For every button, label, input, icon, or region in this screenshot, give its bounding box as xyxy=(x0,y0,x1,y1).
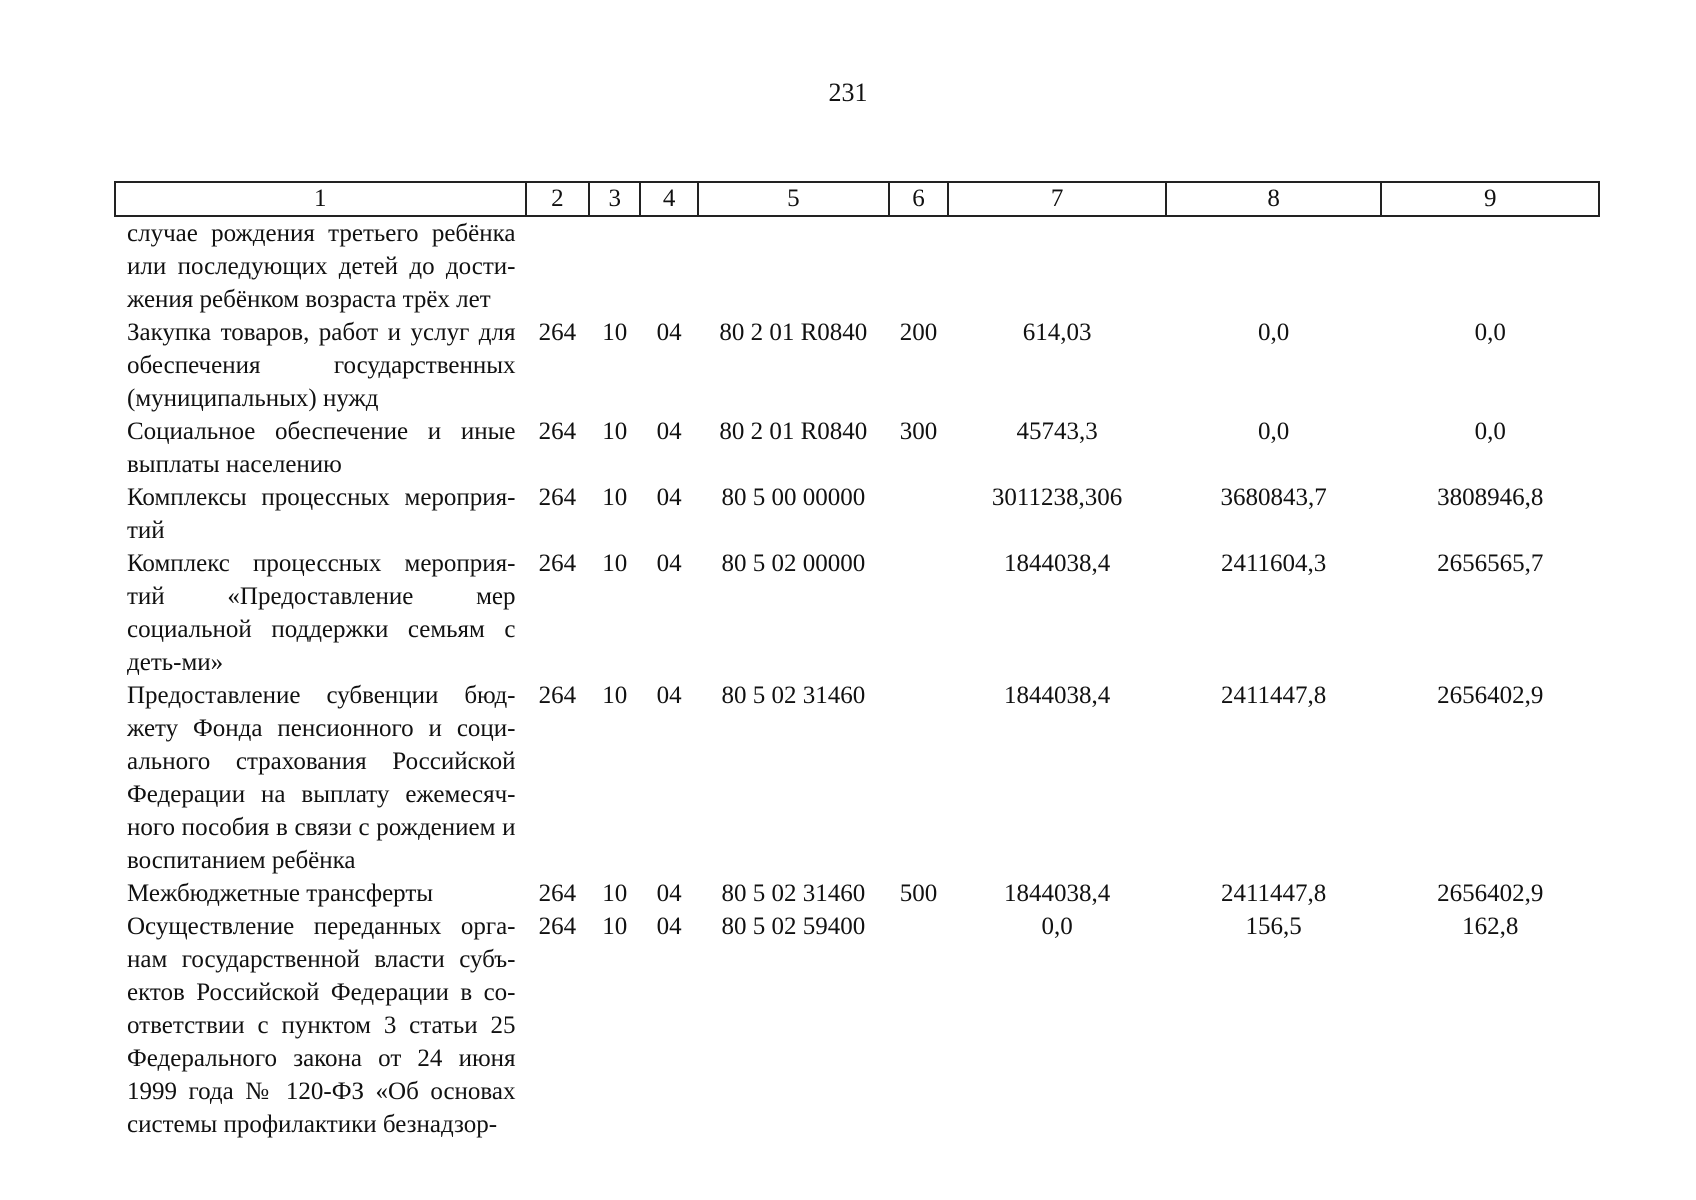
table-row xyxy=(115,910,1599,1141)
cell-subsection: 04 xyxy=(656,682,682,709)
cell-section: 10 xyxy=(602,484,628,511)
cell-subsection: 04 xyxy=(656,880,682,907)
cell-expense-type xyxy=(889,481,949,547)
column-header: 5 xyxy=(698,182,889,216)
cell-ministry: 264 xyxy=(538,550,577,577)
row-name: случае рождения третьего ребёнка или последующих детей до дости-жения ребёнком возраста трёх лет xyxy=(127,220,516,313)
cell-expense-type: 200 xyxy=(899,319,938,346)
cell-amount-3: 2656402,9 xyxy=(1437,880,1544,907)
cell-target-article: 80 5 00 00000 xyxy=(721,484,866,511)
table-row xyxy=(115,481,1599,547)
column-header: 2 xyxy=(526,182,590,216)
cell-expense-type xyxy=(889,216,949,316)
cell-subsection xyxy=(640,216,697,316)
cell-amount-2: 0,0 xyxy=(1257,319,1290,346)
cell-amount-2 xyxy=(1166,216,1382,316)
row-name: Социальное обеспечение и иные выплаты населению xyxy=(127,418,516,478)
cell-ministry: 264 xyxy=(538,682,577,709)
cell-subsection: 04 xyxy=(656,913,682,940)
cell-expense-type: 300 xyxy=(899,418,938,445)
cell-ministry: 264 xyxy=(538,484,577,511)
column-header: 6 xyxy=(889,182,949,216)
cell-subsection: 04 xyxy=(656,550,682,577)
row-name: Комплексы процессных мероприя-тий xyxy=(127,484,516,544)
cell-target-article: 80 2 01 R0840 xyxy=(719,319,868,346)
column-header: 3 xyxy=(589,182,640,216)
cell-amount-2: 2411604,3 xyxy=(1220,550,1327,577)
column-header: 7 xyxy=(948,182,1166,216)
cell-section: 10 xyxy=(602,550,628,577)
cell-amount-1: 614,03 xyxy=(1022,319,1092,346)
table-row xyxy=(115,216,1599,316)
column-header: 4 xyxy=(640,182,697,216)
column-header: 1 xyxy=(115,182,526,216)
column-header: 8 xyxy=(1166,182,1382,216)
row-name: Закупка товаров, работ и услуг для обеспечения государственных (муниципальных) нужд xyxy=(127,319,516,412)
cell-amount-3: 0,0 xyxy=(1474,418,1506,445)
cell-amount-3: 2656565,7 xyxy=(1437,550,1544,577)
row-name: Комплекс процессных мероприя-тий «Предоставление мер социальной поддержки семьям с деть-ми» xyxy=(127,550,516,676)
cell-target-article xyxy=(698,216,889,316)
cell-amount-2: 0,0 xyxy=(1257,418,1290,445)
cell-amount-1: 0,0 xyxy=(1041,913,1073,940)
table-row xyxy=(115,547,1599,679)
cell-amount-3: 0,0 xyxy=(1474,319,1506,346)
cell-amount-2: 156,5 xyxy=(1245,913,1302,940)
cell-section: 10 xyxy=(602,319,628,346)
cell-ministry: 264 xyxy=(538,319,577,346)
table-row xyxy=(115,415,1599,481)
table-row xyxy=(115,316,1599,415)
cell-amount-3: 3808946,8 xyxy=(1437,484,1544,511)
cell-amount-3: 162,8 xyxy=(1462,913,1519,940)
page-number: 231 xyxy=(828,78,868,107)
cell-expense-type xyxy=(889,910,949,1141)
cell-section: 10 xyxy=(602,418,628,445)
cell-amount-2: 2411447,8 xyxy=(1220,682,1327,709)
cell-amount-1 xyxy=(948,216,1166,316)
budget-table xyxy=(114,181,1600,1141)
cell-section: 10 xyxy=(602,682,628,709)
cell-amount-2: 3680843,7 xyxy=(1220,484,1327,511)
cell-expense-type xyxy=(889,679,949,877)
cell-target-article: 80 5 02 00000 xyxy=(721,550,866,577)
cell-subsection: 04 xyxy=(656,418,682,445)
column-header: 9 xyxy=(1381,182,1599,216)
cell-amount-1: 3011238,306 xyxy=(991,484,1123,511)
row-name: Межбюджетные трансферты xyxy=(127,880,434,907)
cell-target-article: 80 5 02 59400 xyxy=(721,913,866,940)
cell-amount-1: 1844038,4 xyxy=(1003,550,1111,577)
cell-amount-1: 45743,3 xyxy=(1016,418,1098,445)
cell-amount-2: 2411447,8 xyxy=(1220,880,1327,907)
table-row xyxy=(115,877,1599,910)
cell-expense-type xyxy=(889,547,949,679)
cell-subsection: 04 xyxy=(656,319,682,346)
table-body xyxy=(115,216,1599,1141)
cell-expense-type: 500 xyxy=(899,880,938,907)
cell-amount-3 xyxy=(1381,216,1599,316)
cell-section xyxy=(589,216,640,316)
cell-amount-3: 2656402,9 xyxy=(1437,682,1544,709)
cell-ministry xyxy=(526,216,590,316)
table-header xyxy=(115,182,1599,216)
cell-section: 10 xyxy=(602,913,628,940)
cell-target-article: 80 5 02 31460 xyxy=(721,880,866,907)
cell-ministry: 264 xyxy=(538,880,577,907)
row-name: Осуществление переданных орга-нам государственной власти субъ-ектов Российской Федерации в со-ответствии с пунктом 3 статьи 25 Федерального закона от 24 июня 1999 года № 120-ФЗ «Об основах системы профилактики безнадзор- xyxy=(127,913,516,1138)
cell-target-article: 80 2 01 R0840 xyxy=(719,418,868,445)
cell-ministry: 264 xyxy=(538,418,577,445)
cell-section: 10 xyxy=(602,880,628,907)
cell-subsection: 04 xyxy=(656,484,682,511)
cell-amount-1: 1844038,4 xyxy=(1003,682,1111,709)
cell-amount-1: 1844038,4 xyxy=(1003,880,1111,907)
row-name: Предоставление субвенции бюд-жету Фонда пенсионного и соци-ального страхования Российской Федерации на выплату ежемесяч-ного пособия в связи с рождением и воспитанием ребёнка xyxy=(127,682,516,874)
cell-ministry: 264 xyxy=(538,913,577,940)
cell-target-article: 80 5 02 31460 xyxy=(721,682,866,709)
table-row xyxy=(115,679,1599,877)
